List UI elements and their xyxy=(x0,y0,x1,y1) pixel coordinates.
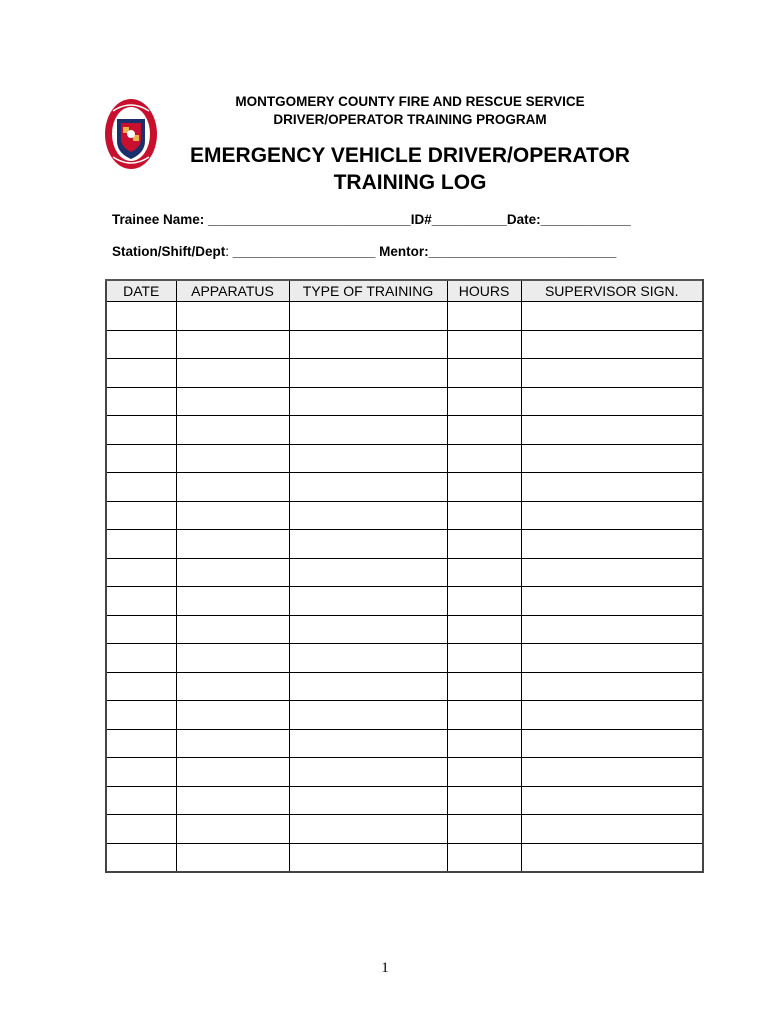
supervisor-sign-cell[interactable] xyxy=(521,729,703,758)
supervisor-sign-cell[interactable] xyxy=(521,444,703,473)
table-row xyxy=(106,843,703,872)
table-row xyxy=(106,530,703,559)
supervisor-sign-cell[interactable] xyxy=(521,416,703,445)
mentor-label: Mentor: xyxy=(375,244,429,259)
date-cell[interactable] xyxy=(106,416,176,445)
type-of-training-cell[interactable] xyxy=(289,644,447,673)
supervisor-sign-cell[interactable] xyxy=(521,701,703,730)
page-number: 1 xyxy=(381,960,389,976)
date-field[interactable]: ____________ xyxy=(540,212,631,227)
station-mentor-line xyxy=(112,243,702,261)
apparatus-cell[interactable] xyxy=(176,615,289,644)
hours-cell[interactable] xyxy=(447,672,521,701)
hours-cell[interactable] xyxy=(447,786,521,815)
supervisor-sign-cell[interactable] xyxy=(521,786,703,815)
trainee-name-field[interactable]: ___________________________ xyxy=(204,212,411,227)
trainee-info-line xyxy=(112,211,702,229)
apparatus-cell[interactable] xyxy=(176,672,289,701)
supervisor-sign-cell[interactable] xyxy=(521,815,703,844)
station-colon: : xyxy=(225,244,230,259)
table-row xyxy=(106,758,703,787)
supervisor-sign-cell[interactable] xyxy=(521,758,703,787)
apparatus-cell[interactable] xyxy=(176,786,289,815)
hours-cell[interactable] xyxy=(447,558,521,587)
apparatus-cell[interactable] xyxy=(176,330,289,359)
supervisor-sign-cell[interactable] xyxy=(521,501,703,530)
table-row xyxy=(106,786,703,815)
type-of-training-cell[interactable] xyxy=(289,530,447,559)
type-of-training-cell[interactable] xyxy=(289,758,447,787)
type-of-training-cell[interactable] xyxy=(289,815,447,844)
date-cell[interactable] xyxy=(106,672,176,701)
apparatus-cell[interactable] xyxy=(176,701,289,730)
date-cell[interactable] xyxy=(106,587,176,616)
type-of-training-cell[interactable] xyxy=(289,672,447,701)
apparatus-cell[interactable] xyxy=(176,387,289,416)
apparatus-cell[interactable] xyxy=(176,416,289,445)
date-cell[interactable] xyxy=(106,843,176,872)
supervisor-sign-cell[interactable] xyxy=(521,587,703,616)
type-of-training-cell[interactable] xyxy=(289,302,447,331)
hours-cell[interactable] xyxy=(447,729,521,758)
date-cell[interactable] xyxy=(106,615,176,644)
supervisor-sign-cell[interactable] xyxy=(521,558,703,587)
hours-cell[interactable] xyxy=(447,359,521,388)
hours-cell[interactable] xyxy=(447,701,521,730)
station-shift-dept-label: Station/Shift/Dept xyxy=(112,244,226,259)
supervisor-sign-cell[interactable] xyxy=(521,359,703,388)
type-of-training-cell[interactable] xyxy=(289,416,447,445)
table-row xyxy=(106,302,703,331)
hours-cell[interactable] xyxy=(447,615,521,644)
apparatus-cell[interactable] xyxy=(176,758,289,787)
table-row xyxy=(106,587,703,616)
apparatus-cell[interactable] xyxy=(176,444,289,473)
supervisor-sign-cell[interactable] xyxy=(521,672,703,701)
table-row xyxy=(106,330,703,359)
date-cell[interactable] xyxy=(106,302,176,331)
apparatus-cell[interactable] xyxy=(176,843,289,872)
form-title-line-1: EMERGENCY VEHICLE DRIVER/OPERATOR xyxy=(190,144,630,167)
hours-cell[interactable] xyxy=(447,473,521,502)
type-of-training-cell[interactable] xyxy=(289,444,447,473)
table-row xyxy=(106,558,703,587)
date-cell[interactable] xyxy=(106,359,176,388)
supervisor-sign-cell[interactable] xyxy=(521,615,703,644)
table-header-row xyxy=(106,280,703,302)
date-label: Date: xyxy=(506,212,541,227)
hours-cell[interactable] xyxy=(447,587,521,616)
apparatus-cell[interactable] xyxy=(176,729,289,758)
date-cell[interactable] xyxy=(106,701,176,730)
column-header-hours: HOURS xyxy=(447,280,521,302)
table-row xyxy=(106,473,703,502)
table-row xyxy=(106,815,703,844)
type-of-training-cell[interactable] xyxy=(289,558,447,587)
date-cell[interactable] xyxy=(106,729,176,758)
table-row xyxy=(106,701,703,730)
hours-cell[interactable] xyxy=(447,416,521,445)
hours-cell[interactable] xyxy=(447,330,521,359)
id-field[interactable]: __________ xyxy=(431,212,507,227)
apparatus-cell[interactable] xyxy=(176,501,289,530)
program-name: DRIVER/OPERATOR TRAINING PROGRAM xyxy=(273,112,547,127)
organization-name: MONTGOMERY COUNTY FIRE AND RESCUE SERVICE xyxy=(235,94,585,109)
type-of-training-cell[interactable] xyxy=(289,843,447,872)
type-of-training-cell[interactable] xyxy=(289,501,447,530)
type-of-training-cell[interactable] xyxy=(289,330,447,359)
date-cell[interactable] xyxy=(106,501,176,530)
date-cell[interactable] xyxy=(106,530,176,559)
station-shift-dept-field[interactable]: ___________________ xyxy=(229,244,376,259)
column-header-apparatus: APPARATUS xyxy=(176,280,289,302)
date-cell[interactable] xyxy=(106,758,176,787)
hours-cell[interactable] xyxy=(447,644,521,673)
table-row xyxy=(106,644,703,673)
column-header-type-of-training: TYPE OF TRAINING xyxy=(289,280,447,302)
apparatus-cell[interactable] xyxy=(176,644,289,673)
table-row xyxy=(106,416,703,445)
type-of-training-cell[interactable] xyxy=(289,615,447,644)
form-title-line-2: TRAINING LOG xyxy=(333,171,487,194)
trainee-name-label: Trainee Name: xyxy=(112,212,205,227)
id-label: ID# xyxy=(410,212,432,227)
date-cell[interactable] xyxy=(106,444,176,473)
type-of-training-cell[interactable] xyxy=(289,786,447,815)
apparatus-cell[interactable] xyxy=(176,558,289,587)
type-of-training-cell[interactable] xyxy=(289,473,447,502)
table-row xyxy=(106,615,703,644)
date-cell[interactable] xyxy=(106,815,176,844)
table-body xyxy=(106,302,703,873)
hours-cell[interactable] xyxy=(447,530,521,559)
table-row xyxy=(106,359,703,388)
table-row xyxy=(106,672,703,701)
hours-cell[interactable] xyxy=(447,444,521,473)
hours-cell[interactable] xyxy=(447,387,521,416)
type-of-training-cell[interactable] xyxy=(289,729,447,758)
hours-cell[interactable] xyxy=(447,815,521,844)
date-cell[interactable] xyxy=(106,558,176,587)
supervisor-sign-cell[interactable] xyxy=(521,530,703,559)
supervisor-sign-cell[interactable] xyxy=(521,387,703,416)
supervisor-sign-cell[interactable] xyxy=(521,302,703,331)
hours-cell[interactable] xyxy=(447,302,521,331)
date-cell[interactable] xyxy=(106,473,176,502)
apparatus-cell[interactable] xyxy=(176,473,289,502)
supervisor-sign-cell[interactable] xyxy=(521,644,703,673)
table-row xyxy=(106,444,703,473)
column-header-date: DATE xyxy=(106,280,176,302)
type-of-training-cell[interactable] xyxy=(289,587,447,616)
date-cell[interactable] xyxy=(106,330,176,359)
table-row xyxy=(106,387,703,416)
date-cell[interactable] xyxy=(106,644,176,673)
apparatus-cell[interactable] xyxy=(176,587,289,616)
mentor-field[interactable]: _________________________ xyxy=(428,244,617,259)
training-log-table xyxy=(105,279,704,873)
hours-cell[interactable] xyxy=(447,758,521,787)
hours-cell[interactable] xyxy=(447,501,521,530)
hours-cell[interactable] xyxy=(447,843,521,872)
column-header-supervisor-sign: SUPERVISOR SIGN. xyxy=(521,280,703,302)
type-of-training-cell[interactable] xyxy=(289,701,447,730)
type-of-training-cell[interactable] xyxy=(289,387,447,416)
table-row xyxy=(106,501,703,530)
apparatus-cell[interactable] xyxy=(176,359,289,388)
date-cell[interactable] xyxy=(106,387,176,416)
supervisor-sign-cell[interactable] xyxy=(521,330,703,359)
type-of-training-cell[interactable] xyxy=(289,359,447,388)
supervisor-sign-cell[interactable] xyxy=(521,843,703,872)
apparatus-cell[interactable] xyxy=(176,815,289,844)
apparatus-cell[interactable] xyxy=(176,302,289,331)
table-row xyxy=(106,729,703,758)
supervisor-sign-cell[interactable] xyxy=(521,473,703,502)
date-cell[interactable] xyxy=(106,786,176,815)
apparatus-cell[interactable] xyxy=(176,530,289,559)
